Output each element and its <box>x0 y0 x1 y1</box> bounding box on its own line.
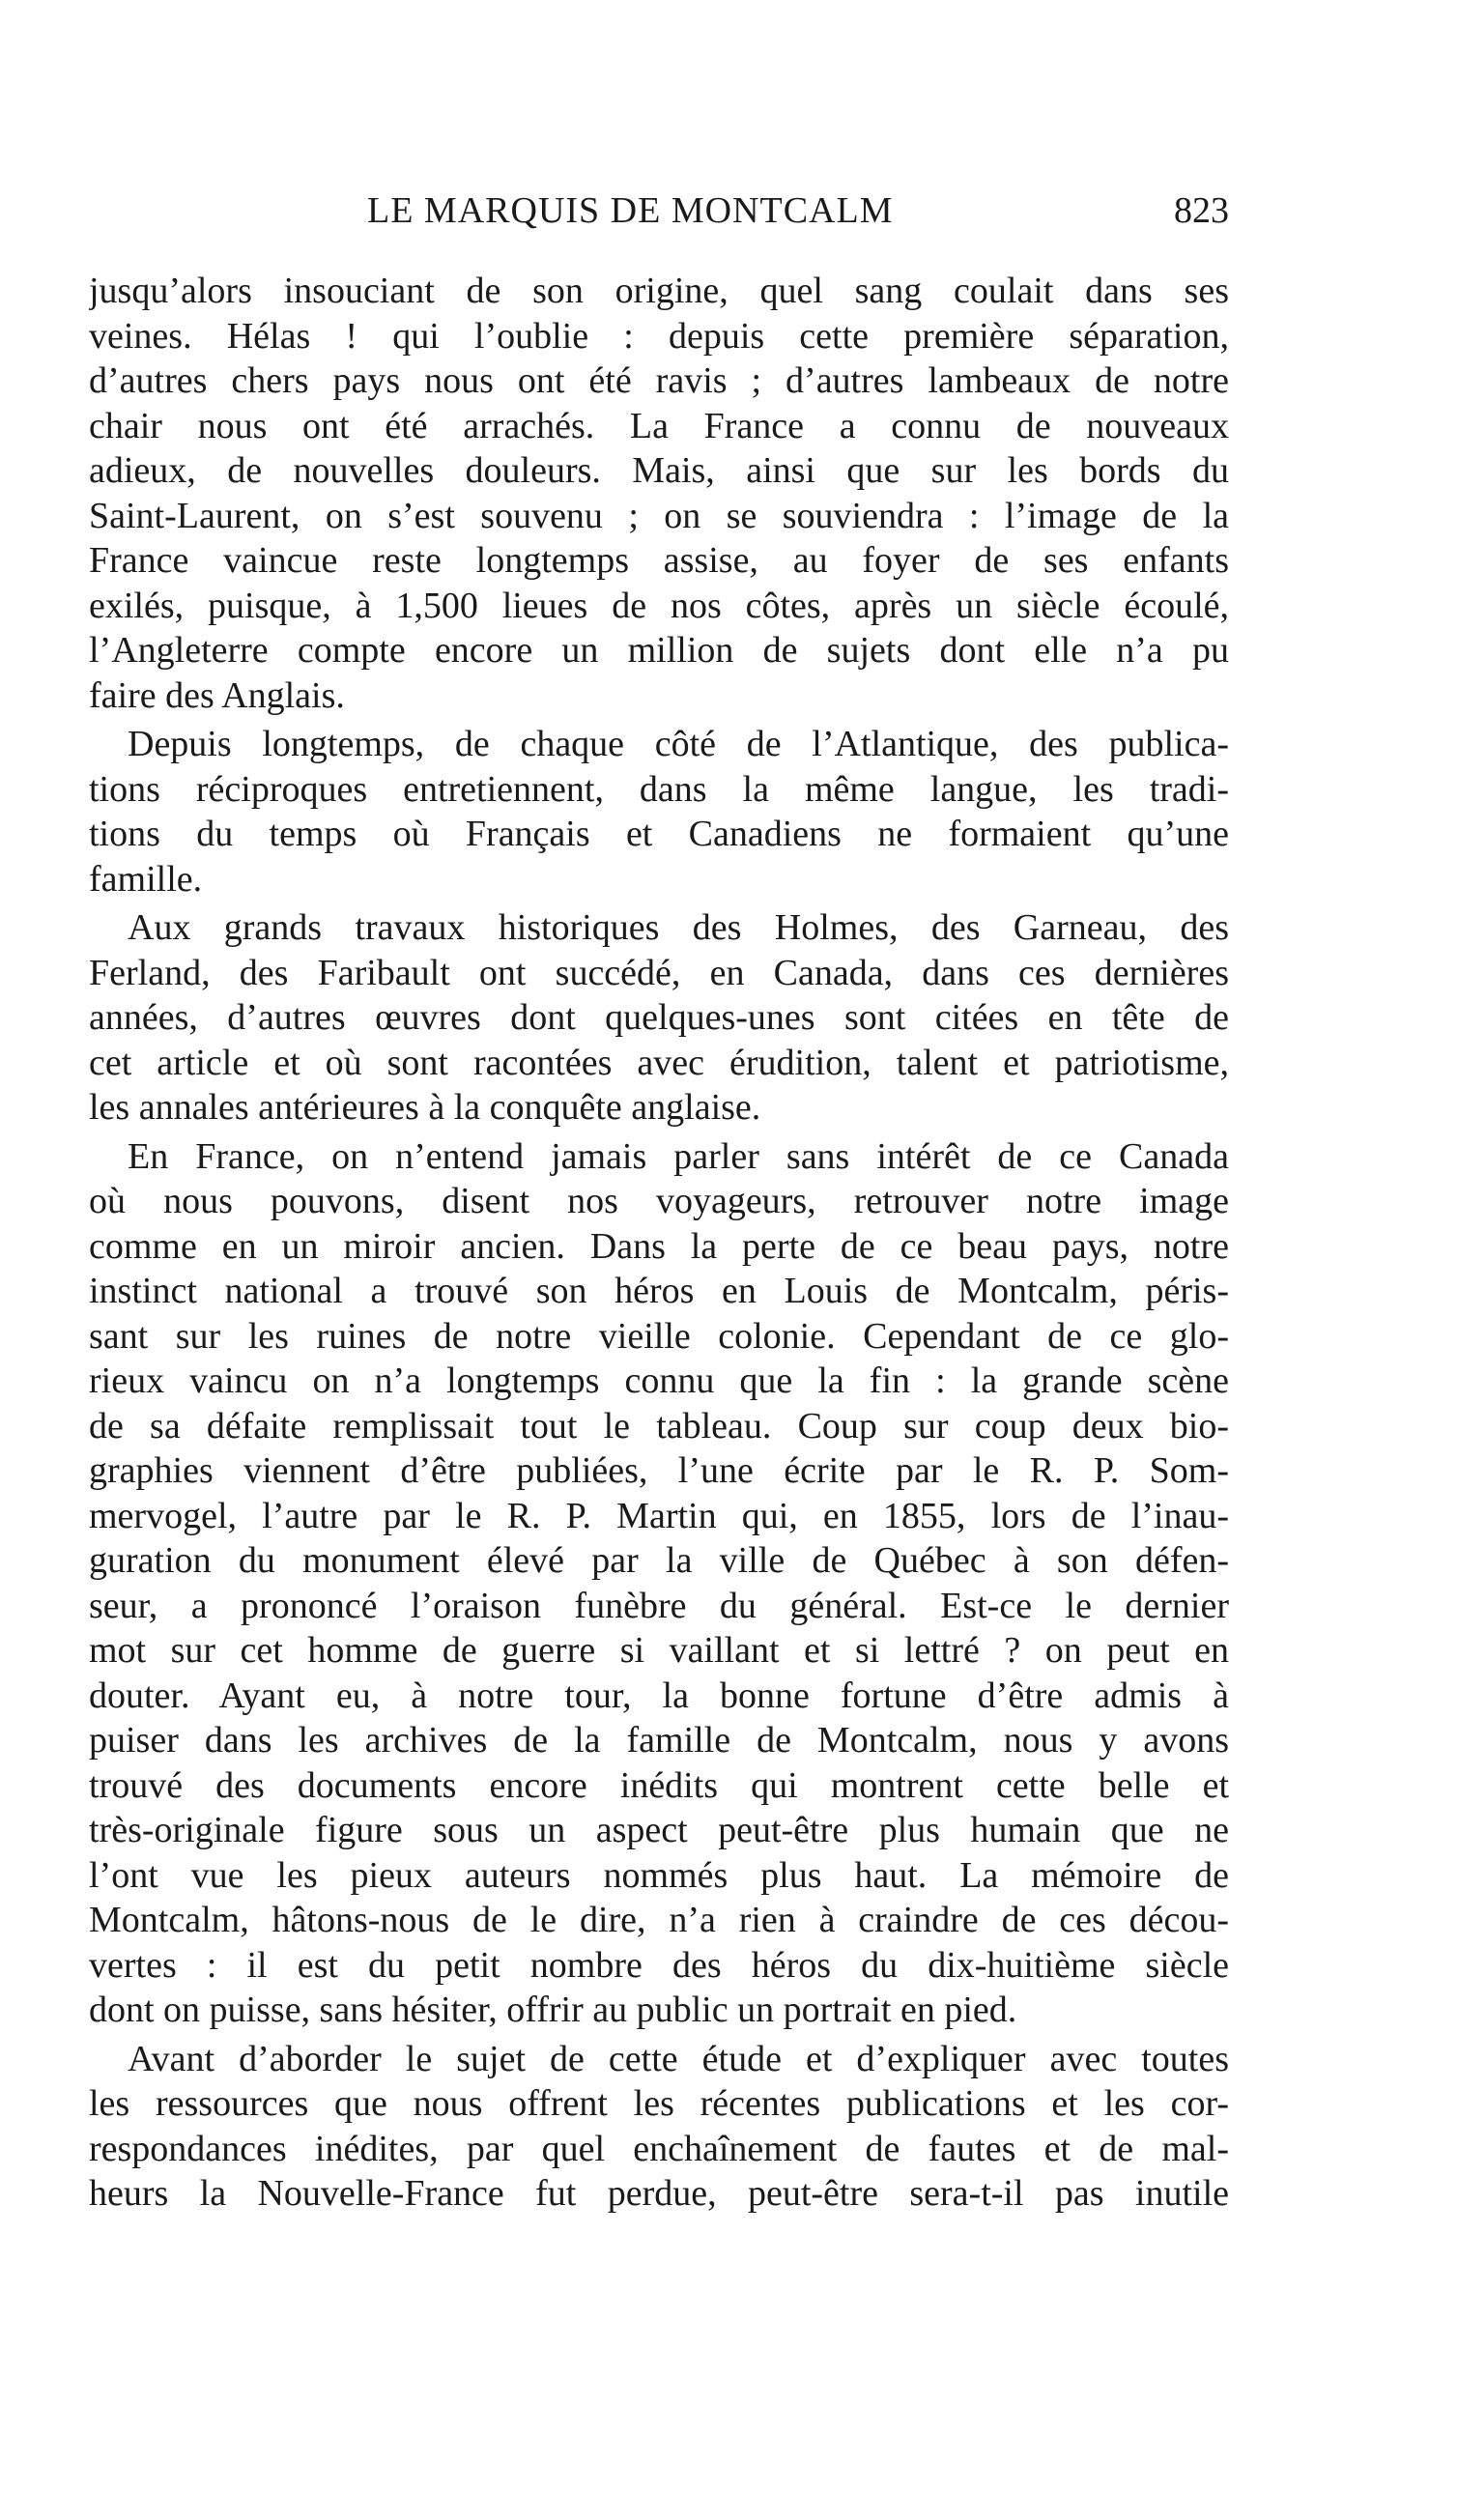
text-line: années, d’autres œuvres dont quelques-unes sont citées en tête de <box>89 997 1229 1038</box>
text-line: rieux vaincu on n’a longtemps connu que la fin : la grande scène <box>89 1360 1229 1401</box>
text-line: chair nous ont été arrachés. La France a connu de nouveaux <box>89 405 1229 446</box>
text-line: Ferland, des Faribault ont succédé, en Canada, dans ces dernières <box>89 952 1229 993</box>
text-line: mervogel, l’autre par le R. P. Martin qui, en 1855, lors de l’inau- <box>89 1495 1229 1536</box>
text-line: cet article et où sont racontées avec érudition, talent et patriotisme, <box>89 1042 1229 1083</box>
text-line: vertes : il est du petit nombre des héros du dix-huitième siècle <box>89 1944 1229 1986</box>
text-line: France vaincue reste longtemps assise, au foyer de ses enfants <box>89 540 1229 581</box>
paragraph <box>89 269 1229 718</box>
text-line: Montcalm, hâtons-nous de le dire, n’a rien à craindre de ces décou- <box>89 1900 1229 1940</box>
text-line: douter. Ayant eu, à notre tour, la bonne fortune d’être admis à <box>89 1675 1229 1716</box>
paragraph <box>89 2037 1229 2217</box>
text-line: jusqu’alors insouciant de son origine, quel sang coulait dans ses <box>89 271 1229 311</box>
text-line: sant sur les ruines de notre vieille colonie. Cependant de ce glo- <box>89 1315 1229 1357</box>
text-line: d’autres chers pays nous ont été ravis ; d’autres lambeaux de notre <box>89 360 1229 401</box>
text-line: l’Angleterre compte encore un million de sujets dont elle n’a pu <box>89 630 1229 671</box>
body-text <box>89 269 1229 2220</box>
paragraph <box>89 905 1229 1131</box>
paragraph <box>89 722 1229 902</box>
text-line: faire des Anglais. <box>89 674 345 716</box>
text-line: Aux grands travaux historiques des Holmes, des Garneau, des <box>128 907 1229 948</box>
text-line: respondances inédites, par quel enchaînement de fautes et de mal- <box>89 2128 1229 2169</box>
text-line: Avant d’aborder le sujet de cette étude et d’expliquer avec toutes <box>128 2038 1229 2079</box>
running-head <box>89 184 1229 240</box>
text-line: où nous pouvons, disent nos voyageurs, retrouver notre image <box>89 1181 1229 1221</box>
text-line: trouvé des documents encore inédits qui montrent cette belle et <box>89 1764 1229 1806</box>
text-line: tions réciproques entretiennent, dans la même langue, les tradi- <box>89 768 1229 810</box>
text-line: guration du monument élevé par la ville de Québec à son défen- <box>89 1540 1229 1581</box>
text-line: dont on puisse, sans hésiter, offrir au public un portrait en pied. <box>89 1990 1017 2030</box>
text-line: heurs la Nouvelle-France fut perdue, peut-être sera-t-il pas inutile <box>89 2173 1229 2214</box>
text-line: de sa défaite remplissait tout le tableau. Coup sur coup deux bio- <box>89 1405 1229 1446</box>
text-line: instinct national a trouvé son héros en Louis de Montcalm, péris- <box>89 1271 1229 1311</box>
text-line: l’ont vue les pieux auteurs nommés plus haut. La mémoire de <box>89 1854 1229 1896</box>
text-line: comme en un miroir ancien. Dans la perte de ce beau pays, notre <box>89 1225 1229 1267</box>
text-line: les annales antérieures à la conquête anglaise. <box>89 1087 761 1128</box>
text-line: les ressources que nous offrent les récentes publications et les cor- <box>89 2083 1229 2124</box>
running-title: LE MARQUIS DE MONTCALM <box>367 190 894 231</box>
text-line: veines. Hélas ! qui l’oublie : depuis cette première séparation, <box>89 315 1229 357</box>
page-number: 823 <box>1174 190 1229 231</box>
text-line: tions du temps où Français et Canadiens ne formaient qu’une <box>89 814 1229 854</box>
text-line: famille. <box>89 858 203 900</box>
text-line: mot sur cet homme de guerre si vaillant et si lettré ? on peut en <box>89 1630 1229 1671</box>
text-line: En France, on n’entend jamais parler sans intérêt de ce Canada <box>128 1135 1229 1177</box>
text-line: exilés, puisque, à 1,500 lieues de nos côtes, après un siècle écoulé, <box>89 585 1229 626</box>
paragraph <box>89 1134 1229 2033</box>
text-line: seur, a prononcé l’oraison funèbre du général. Est-ce le dernier <box>89 1585 1229 1626</box>
text-line: adieux, de nouvelles douleurs. Mais, ainsi que sur les bords du <box>89 450 1229 491</box>
text-line: très-originale figure sous un aspect peut-être plus humain que ne <box>89 1810 1229 1850</box>
text-line: Saint-Laurent, on s’est souvenu ; on se souviendra : l’image de la <box>89 495 1229 536</box>
text-line: graphies viennent d’être publiées, l’une écrite par le R. P. Som- <box>89 1450 1229 1491</box>
text-line: puiser dans les archives de la famille de Montcalm, nous y avons <box>89 1720 1229 1761</box>
text-line: Depuis longtemps, de chaque côté de l’Atlantique, des publica- <box>128 724 1229 764</box>
